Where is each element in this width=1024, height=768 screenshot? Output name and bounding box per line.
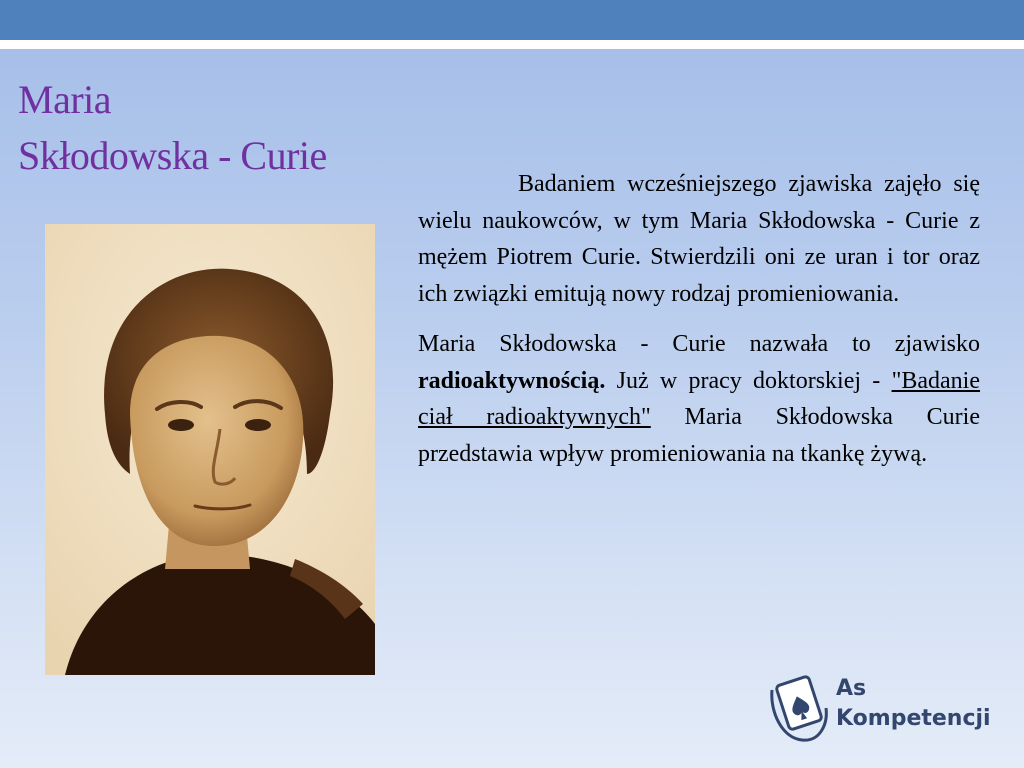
paragraph-2-start: Maria Skłodowska - Curie nazwała to zjawisko xyxy=(418,331,980,357)
radioactivity-term: radioaktywnością. xyxy=(418,367,606,394)
header-stripe xyxy=(0,40,1024,49)
logo-line-2: Kompetencji xyxy=(836,706,991,731)
paragraph-2-mid: Już w pracy doktorskiej - xyxy=(605,367,892,394)
paragraph-2-end: Maria Skłodowska Curie przedstawia wpływ promieniowania na tkankę żywą. xyxy=(418,404,980,467)
paragraph-2 xyxy=(418,326,980,472)
header-bar xyxy=(0,0,1024,40)
dissertation-title-link[interactable]: "Badanie ciał radioaktywnych" xyxy=(418,367,980,430)
slide-title-line-1: Maria xyxy=(18,77,112,122)
logo-text xyxy=(836,674,991,734)
playing-card-spade-icon xyxy=(768,672,830,744)
portrait-image xyxy=(45,224,375,675)
logo xyxy=(768,672,998,744)
logo-line-1: As xyxy=(836,676,867,701)
slide-title xyxy=(18,72,327,184)
paragraph-1: Badaniem wcześniejszego zjawiska zajęło się wielu naukowców, w tym Maria Skłodowska - Curie z mężem Piotrem Curie. Stwierdzili oni ze uran i tor oraz ich związki emitują nowy rodzaj promieniowania. xyxy=(418,171,980,307)
slide-title-line-2: Skłodowska - Curie xyxy=(18,133,327,178)
body-text xyxy=(418,166,980,472)
